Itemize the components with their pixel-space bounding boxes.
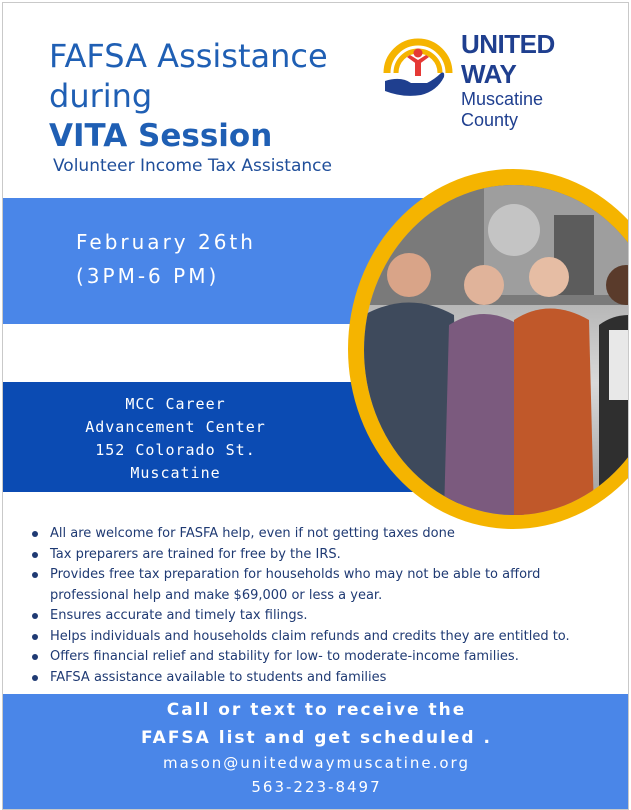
contact-phone[interactable]: 563-223-8497 [251, 778, 382, 796]
footer-line-1: Call or text to receive the [166, 700, 467, 720]
group-photo [364, 185, 629, 515]
flyer-title [49, 36, 328, 156]
list-item: Ensures accurate and timely tax filings. [29, 606, 574, 627]
flyer-subtitle: Volunteer Income Tax Assistance [53, 156, 332, 176]
list-item: FAFSA assistance available to students and families [29, 668, 574, 689]
logo-sub-1: Muscatine [461, 89, 544, 109]
group-photo-illustration [364, 185, 629, 515]
location-line-3: 152 Colorado St. [95, 441, 256, 459]
event-time: (3PM-6 PM) [76, 264, 220, 288]
list-item: Offers financial relief and stability for low- to moderate-income families. [29, 647, 574, 668]
title-line-2: during [49, 77, 153, 115]
contact-footer [3, 694, 629, 810]
title-line-1: FAFSA Assistance [49, 37, 328, 75]
event-date: February 26th [76, 230, 256, 254]
title-line-3: VITA Session [49, 118, 273, 154]
contact-email[interactable]: mason@unitedwaymuscatine.org [163, 754, 470, 772]
benefits-list [29, 524, 574, 688]
footer-line-2: FAFSA list and get scheduled . [141, 728, 492, 748]
location-line-1: MCC Career [125, 395, 226, 413]
list-item: All are welcome for FASFA help, even if not getting taxes done [29, 524, 574, 545]
united-way-hand-person-rainbow-icon [381, 29, 455, 105]
list-item: Helps individuals and households claim refunds and credits they are entitled to. [29, 627, 574, 648]
united-way-logo [381, 29, 611, 130]
location-line-4: Muscatine [130, 464, 221, 482]
list-item: Provides free tax preparation for households who may not be able to afford professional help and make $69,000 or less a year. [29, 565, 574, 606]
flyer [2, 2, 629, 810]
logo-name: UNITED WAY [461, 29, 555, 89]
location-line-2: Advancement Center [85, 418, 266, 436]
logo-text [461, 29, 611, 131]
logo-sub-2: County [461, 110, 519, 130]
list-item: Tax preparers are trained for free by the IRS. [29, 545, 574, 566]
